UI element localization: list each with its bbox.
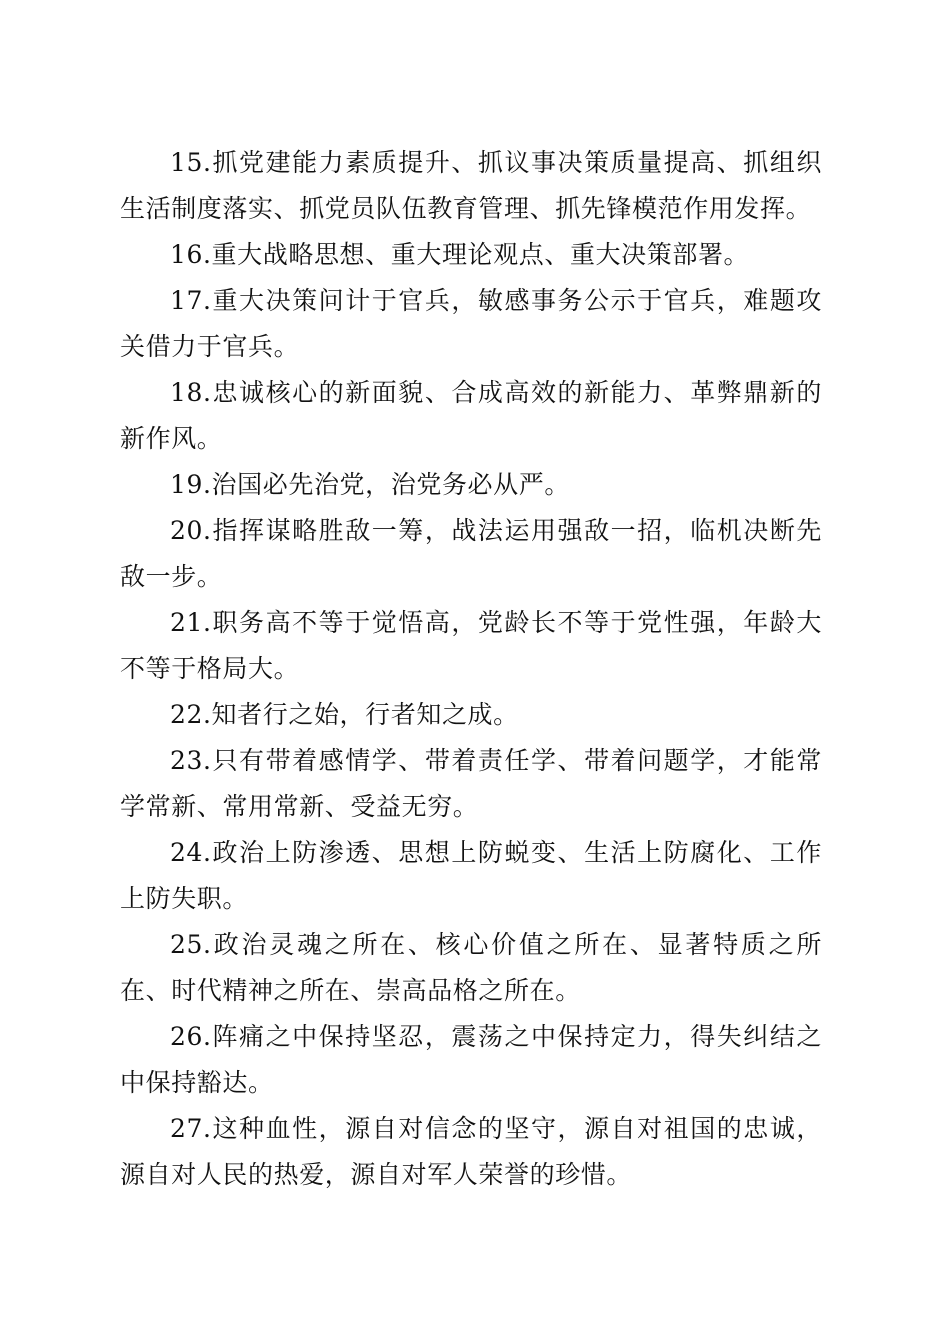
paragraph-18: 18.忠诚核心的新面貌、合成高效的新能力、革弊鼎新的新作风。 xyxy=(120,378,822,453)
paragraph-17: 17.重大决策问计于官兵，敏感事务公示于官兵，难题攻关借力于官兵。 xyxy=(120,286,822,361)
paragraph-23: 23.只有带着感情学、带着责任学、带着问题学，才能常学常新、常用常新、受益无穷。 xyxy=(120,746,822,821)
paragraph-26: 26.阵痛之中保持坚忍，震荡之中保持定力，得失纠结之中保持豁达。 xyxy=(120,1022,822,1097)
paragraph-24: 24.政治上防渗透、思想上防蜕变、生活上防腐化、工作上防失职。 xyxy=(120,838,822,913)
paragraph-15: 15.抓党建能力素质提升、抓议事决策质量提高、抓组织生活制度落实、抓党员队伍教育管理、抓先锋模范作用发挥。 xyxy=(120,148,822,223)
paragraph-16: 16.重大战略思想、重大理论观点、重大决策部署。 xyxy=(170,240,750,269)
paragraph-25: 25.政治灵魂之所在、核心价值之所在、显著特质之所在、时代精神之所在、崇高品格之所在。 xyxy=(120,930,822,1005)
paragraph-20: 20.指挥谋略胜敌一筹，战法运用强敌一招，临机决断先敌一步。 xyxy=(120,516,822,591)
paragraph-22: 22.知者行之始，行者知之成。 xyxy=(170,700,519,729)
paragraph-19: 19.治国必先治党，治党务必从严。 xyxy=(170,470,570,499)
document-body xyxy=(120,140,822,1198)
paragraph-27: 27.这种血性，源自对信念的坚守，源自对祖国的忠诚，源自对人民的热爱，源自对军人荣誉的珍惜。 xyxy=(120,1114,822,1189)
paragraph-21: 21.职务高不等于觉悟高，党龄长不等于党性强，年龄大不等于格局大。 xyxy=(120,608,822,683)
